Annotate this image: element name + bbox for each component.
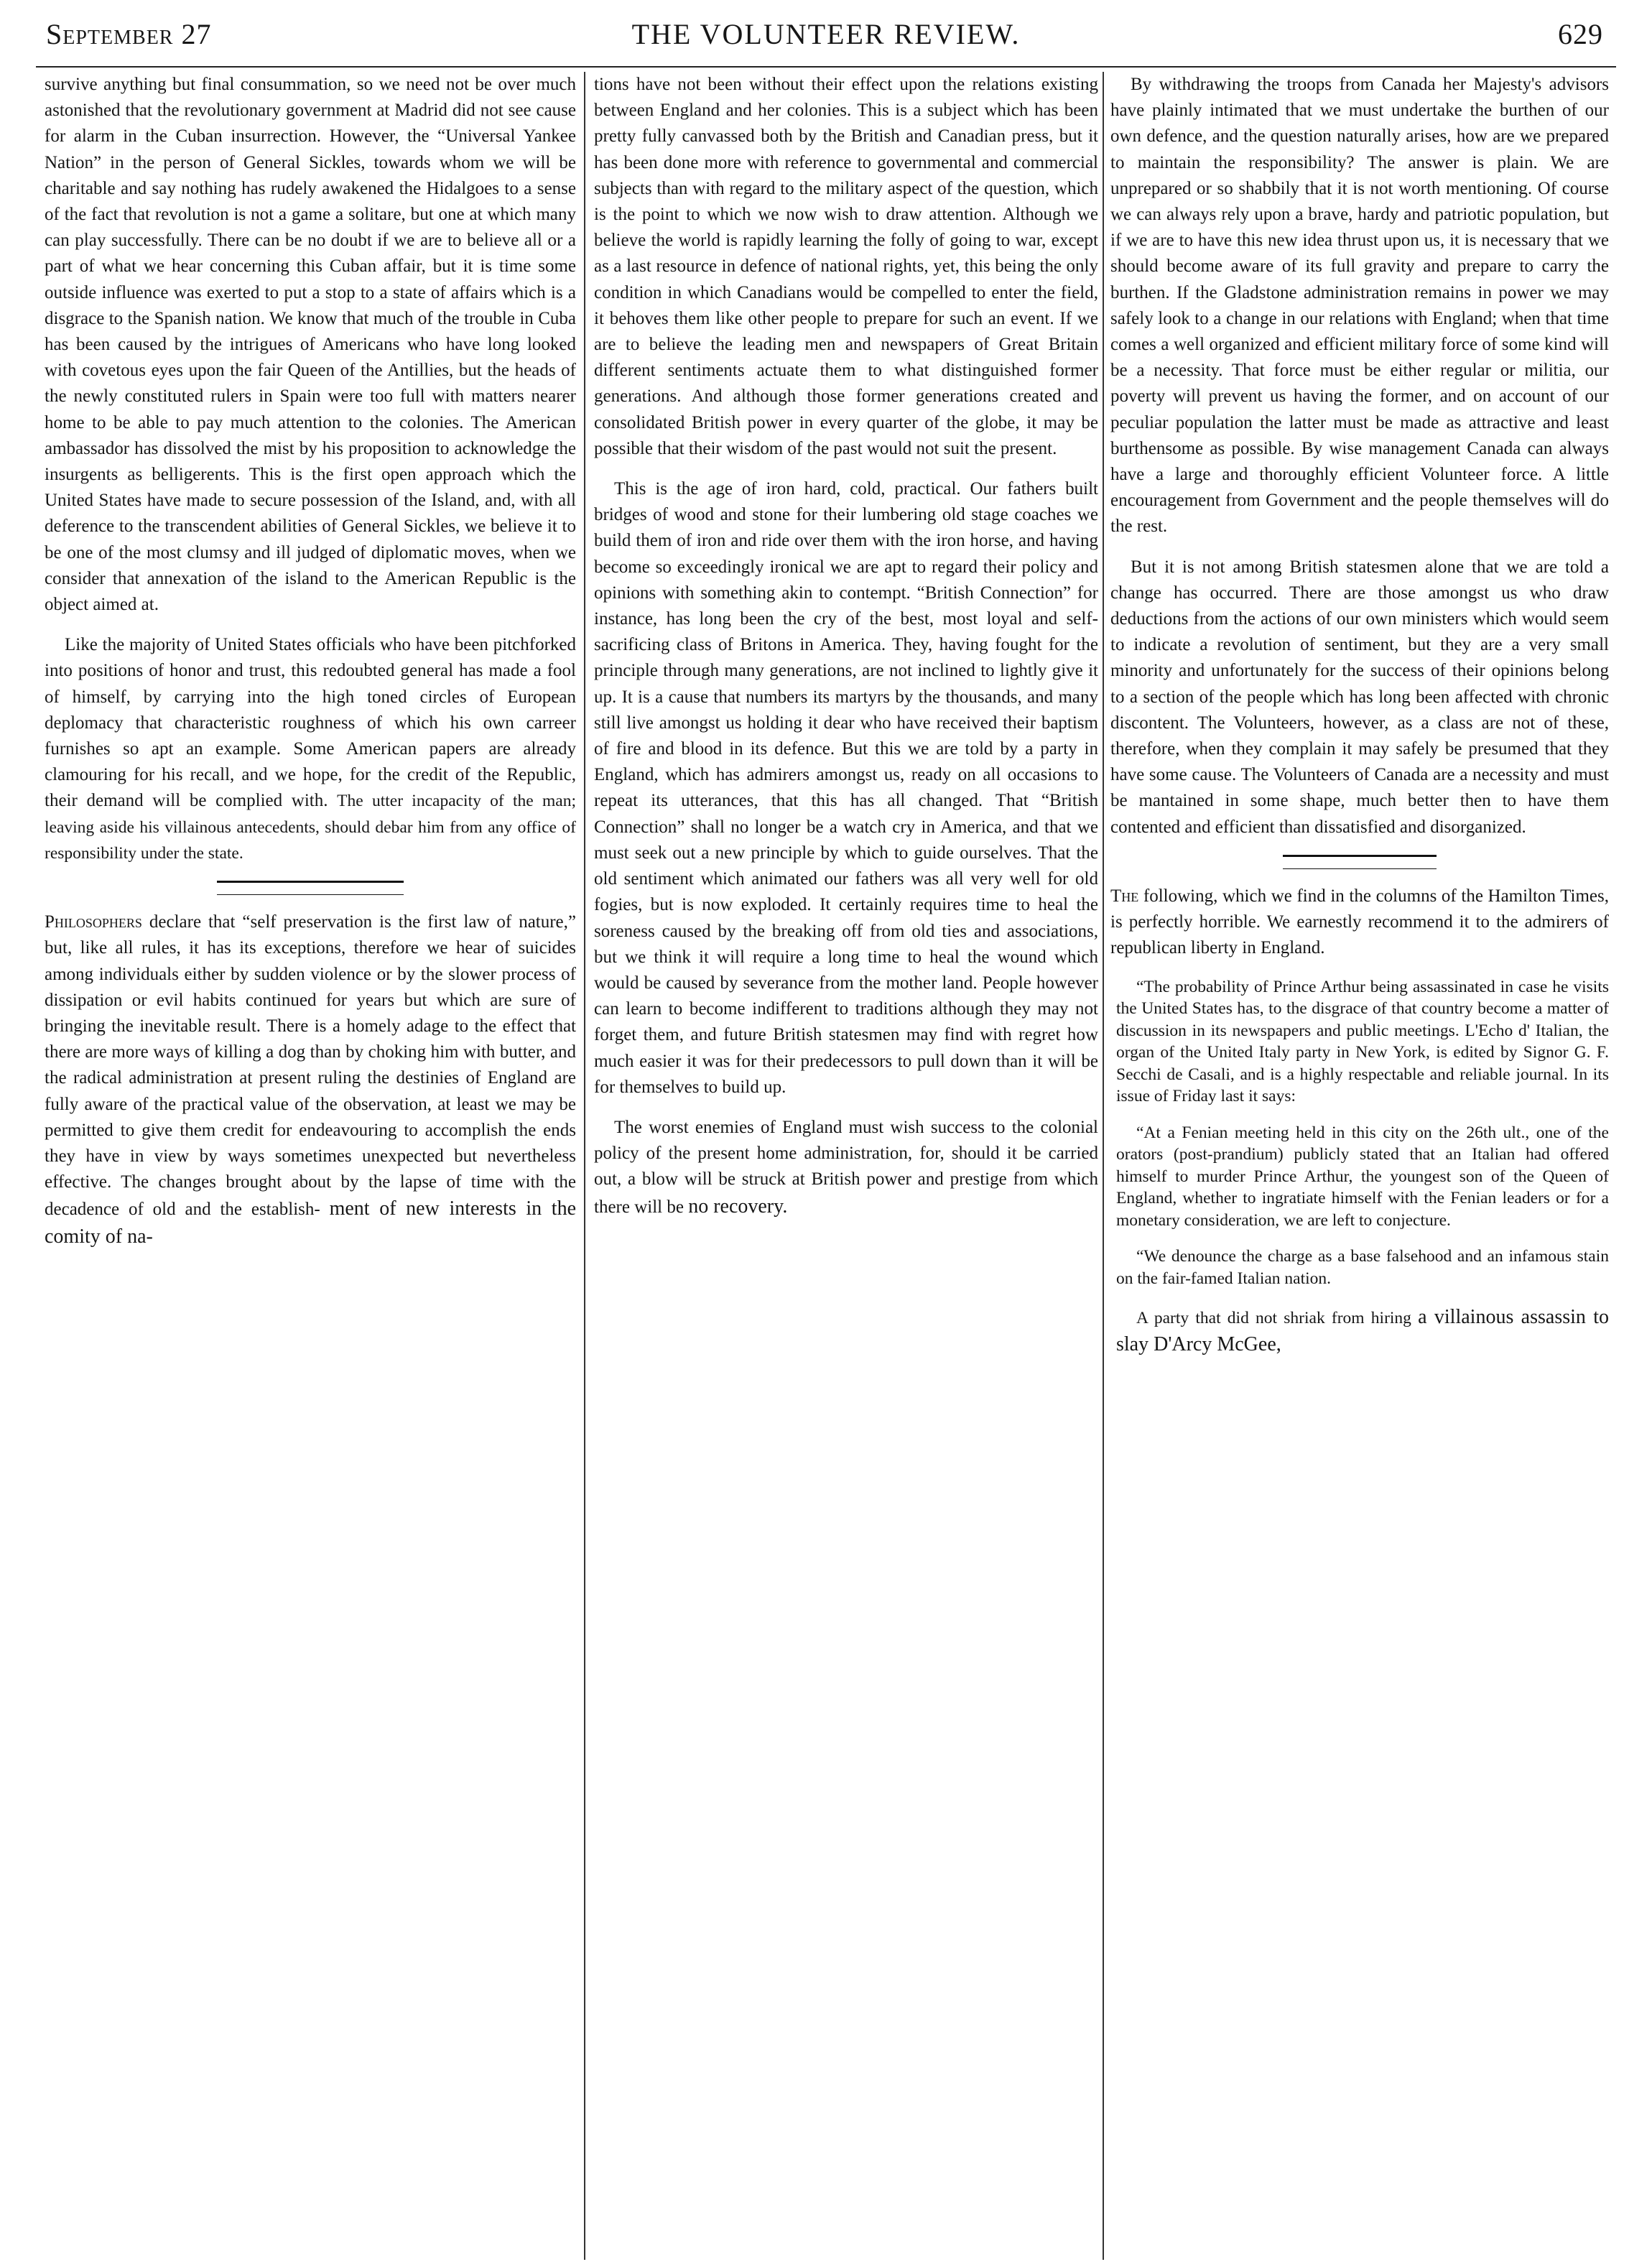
col3-paragraph-2: But it is not among British statesmen alone that we are told a change has occurred. There are those amongst us who draw deductions from the actions of our own ministers which would seem to indicate a revolution of sentiment, but they are a very small minority and unfortunately for the success of their opinions belong to a section of the people which has long been affected with chronic discontent. The Volunteers, however, as a class are not of these, therefore, when they complain it may safely be presumed that they have some cause. The Volunteers of Canada are a necessity and must be mantained in some shape, much better then to have them contented and efficient than dissatisfied and disorganized.	[1110, 557, 1609, 837]
column-divider-right	[1103, 72, 1104, 2260]
col1-paragraph-2-tail: The utter incapacity of the man; leaving aside his villainous antecedents, should debar him from any office of responsibility under the state.	[45, 792, 576, 863]
col2-paragraph-3-end: no recovery.	[688, 1195, 788, 1218]
page-header	[36, 14, 1616, 62]
col3-paragraph-3-text: following, which we find in the columns of the Hamilton Times, is perfectly horrible. We earnestly recommend it to the admirers of republican liberty in England.	[1110, 886, 1609, 958]
quote-paragraph-4	[1110, 1304, 1609, 1358]
col2-paragraph-1: tions have not been without their effect upon the relations existing between England and her colonies. This is a subject which has been pretty fully canvassed both by the British and Canadian press, but it has been done more with reference to governmental and commercial subjects than with regard to the military aspect of the question, which is the point to which we now wish to draw attention. Although we believe the world is rapidly learning the folly of going to war, except as a last resource in defence of national rights, yet, this being the only condition in which Canadians would be compelled to enter the field, it behoves them like other people to prepare for such an event. If we are to believe the leading men and newspapers of Great Britain different sentiments actuate them to what distinguished former generations. And although those former generations created and consolidated British power in every quarter of the globe, it may be possible that their wisdom of the past would not suit the present.	[594, 75, 1098, 458]
col1-paragraph-2	[45, 632, 576, 866]
col2-paragraph-2: This is the age of iron hard, cold, practical. Our fathers built bridges of wood and stone for their lumbering old stage coaches we build them of iron and ride over them with the iron horse, and having become so exceedingly ironical we are apt to regard their policy and opinions with something akin to contempt. “British Connection” for instance, has long been the cry of the best, most loyal and self-sacrificing class of Britons in America. They, having fought for the principle through many generations, are not inclined to lightly give it up. It is a cause that numbers its martyrs by the thousands, and many still live amongst us holding it dear who have received their baptism of fire and blood in its defence. But this we are told by a party in England, which has admirers amongst us, ready on all occasions to repeat its utterances, that this has all changed. That “British Connection” shall no longer be a watch cry in America, and that we must seek out a new principle by which to guide ourselves. That the old sentiment which animated our fathers was all very well for old fogies, but is now exploded. It certainly requires time to heal the soreness caused by the breaking off from old ties and associations, but we think it will require a long time to heal the wound which would be caused by severance from the mother land. People however can learn to become indifferent to traditions although they may not forget them, and future British statesmen may find with regret how much easier it was for their predecessors to pull down than it will be for themselves to build up.	[594, 479, 1098, 1097]
column-left	[45, 72, 576, 2245]
header-rule	[36, 66, 1616, 68]
column-right	[1110, 72, 1609, 2245]
quote-paragraph-2: “At a Fenian meeting held in this city on the 26th ult., one of the orators (post-prandium) publicly stated that an Italian had offered himself to murder Prince Arthur, the youngest son of the Queen of England, whether to ingratiate himself with the Fenian leaders or for a monetary consideration, we are left to conjecture.	[1116, 1123, 1609, 1230]
section-separator	[217, 881, 404, 895]
quote-paragraph-1: “The probability of Prince Arthur being assassinated in case he visits the United States has, to the disgrace of that country become a matter of discussion in its newspapers and public meetings. L'Echo d' Italian, the organ of the United Italy party in New York, is edited by Signor G. F. Secchi de Casali, and is a highly respectable and reliable journal. In its issue of Friday last it says:	[1116, 977, 1609, 1105]
page-number: 629	[1558, 18, 1603, 50]
col3-paragraph-3	[1110, 884, 1609, 962]
col1-paragraph-3-lead: Philosophers	[45, 912, 142, 932]
col1-paragraph-3-end: ment of new interests in the comity of na-	[45, 1197, 576, 1248]
quote-paragraph-4-end: a villainous assassin to slay D'Arcy McGee,	[1116, 1306, 1609, 1355]
header-date: September 27	[46, 18, 212, 50]
quote-paragraph-4-text: A party that did not shriak from hiring	[1136, 1309, 1411, 1327]
publication-title: THE VOLUNTEER REVIEW.	[631, 18, 1021, 50]
section-separator-right	[1283, 855, 1437, 869]
col1-paragraph-3	[45, 909, 576, 1251]
col3-paragraph-1: By withdrawing the troops from Canada her Majesty's advisors have plainly intimated that we must undertake the burthen of our own defence, and the question naturally arises, how are we prepared to maintain the responsibility? The answer is plain. We are unprepared or so shabbily that it is not worth mentioning. Of course we can always rely upon a brave, hardy and patriotic population, but if we are to have this new idea thrust upon us, it is necessary that we should become aware of its full gravity and prepare to carry the burthen. If the Gladstone administration remains in power we may safely look to a change in our relations with England; when that time comes a well organized and efficient military force of some kind will be a necessity. That force must be either regular or militia, our poverty will prevent us having the former, and on account of our peculiar population the latter must be made as attractive and least burthensome as possible. By wise management Canada can always have a large and thoroughly efficient Volunteer force. A little encouragement from Government and the people themselves will do the rest.	[1110, 75, 1609, 537]
column-middle	[594, 72, 1098, 2245]
col1-paragraph-3-text: declare that “self preservation is the first law of nature,” but, like all rules, it has its exceptions, therefore we hear of suicides among individuals either by sudden violence or by the slower process of dissipation or evil habits continued for years but which are sure of bringing the inevitable result. There is a homely adage to the effect that there are more ways of killing a dog than by choking him with butter, and the radical administration at present ruling the destinies of England are fully aware of the practical value of the observation, at least we may be permitted to give them credit for endeavouring to accomplish the ends they have in view by ways sometimes unexpected but nevertheless effective. The changes brought about by the lapse of time with the decadence of old and the establish-	[45, 912, 576, 1220]
col2-paragraph-3-text: The worst enemies of England must wish success to the colonial policy of the present home administration, for, should it be carried out, a blow will be struck at British power and prestige from which there will be	[594, 1117, 1098, 1217]
col3-paragraph-3-lead: The	[1110, 886, 1139, 906]
col1-paragraph-2-text: Like the majority of United States officials who have been pitchforked into positions of honor and trust, this redoubted general has made a fool of himself, by carrying into the high toned circles of European deplomacy that characteristic roughness of which his own carreer furnishes so apt an example. Some American papers are already clamouring for his recall, and we hope, for the credit of the Republic, their demand will be complied with.	[45, 635, 576, 811]
column-divider-left	[584, 72, 585, 2260]
col2-paragraph-3	[594, 1115, 1098, 1220]
col1-paragraph-1: survive anything but final consummation, so we need not be over much astonished that the revolutionary government at Madrid did not see cause for alarm in the Cuban insurrection. However, the “Universal Yankee Nation” in the person of General Sickles, towards whom we will be charitable and say nothing has rudely awakened the Hidalgoes to a sense of the fact that revolution is not a game a solitare, but one at which many can play successfully. There can be no doubt if we are to believe all or a part of what we hear concerning this Cuban affair, but it is time some outside influence was exerted to put a stop to a state of affairs which is a disgrace to the Spanish nation. We know that much of the trouble in Cuba has been caused by the intrigues of Americans who have long looked with covetous eyes upon the fair Queen of the Antillies, but the heads of the newly constituted rulers in Spain were too full with matters nearer home to be able to pay much attention to the colonies. The American ambassador has dissolved the mist by his proposition to acknowledge the insurgents as belligerents. This is the first open approach which the United States have made to secure possession of the Island, and, with all deference to the transcendent abilities of General Sickles, we believe it to be one of the most clumsy and ill judged of diplomatic moves, when we consider that annexation of the island to the American Republic is the object aimed at.	[45, 75, 576, 615]
quote-paragraph-3: “We denounce the charge as a base falsehood and an infamous stain on the fair-famed Italian nation.	[1116, 1247, 1609, 1288]
